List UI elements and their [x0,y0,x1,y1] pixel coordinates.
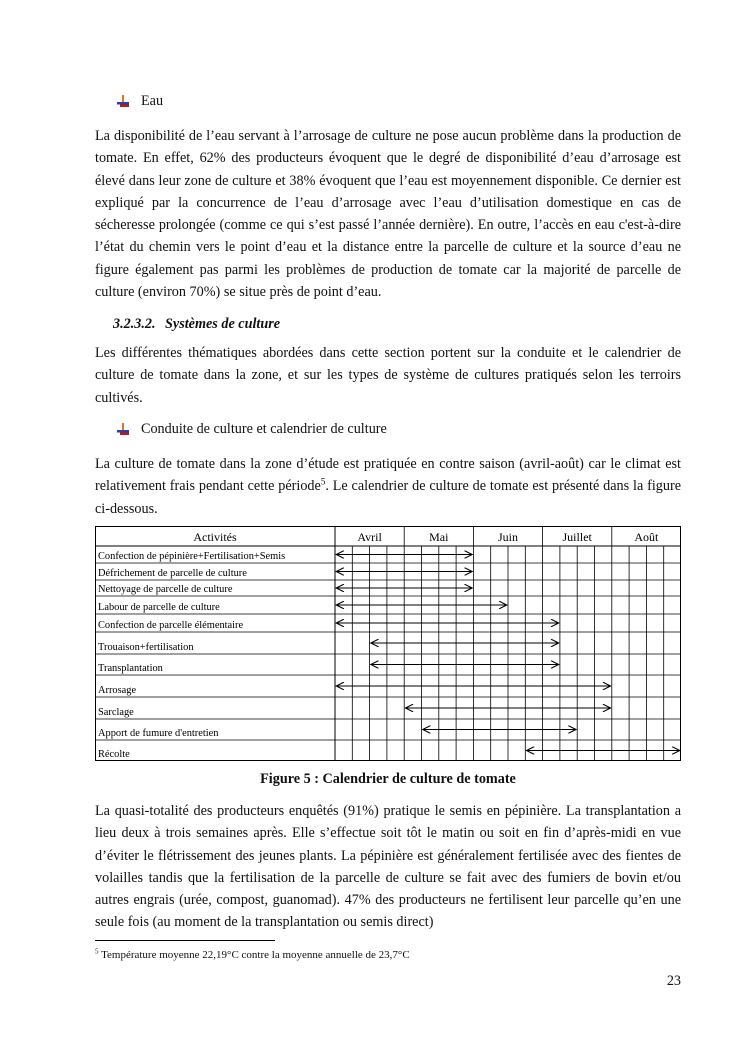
footnote-marker: 5 [95,947,99,956]
paragraph-eau: La disponibilité de l’eau servant à l’arrosage de culture ne pose aucun problème dans la production de tomate. En effet, 62% des producteurs évoquent que le degré de disponibilité d’eau d’arrosage est élevé dans leur zone de culture et 38% évoquent que l’eau est moyennement disponible. Ce dernier est expliqué par la concurrence de l’eau d’arrosage avec l’eau d’utilisation domestique en cas de sécheresse prolongée (comme ce qui s’est passé l’année dernière). En outre, l’accès en eau c'est-à-dire l’état du chemin vers le point d’eau et la distance entre la parcelle de culture et la source d’eau ne figure également pas parmi les problèmes de production de tomate car la majorité de parcelle de culture (environ 70%) se situe près de point d’eau. [95,128,681,301]
section-title: Systèmes de culture [165,316,281,332]
header-activites: Activités [193,530,237,544]
footnote-ref: 5 [320,476,326,487]
footnote-rule [95,940,275,941]
activity-label: Nettoyage de parcelle de culture [98,584,233,595]
paragraph-systemes: Les différentes thématiques abordées dans cette section portent sur la conduite et le calendrier de culture de tomate dans la zone, et sur les types de système de cultures pratiqués selon les terroirs cultivés. [95,345,681,406]
figure-caption: Figure 5 : Calendrier de culture de tomate [260,771,516,787]
header-month-5: Août [634,530,659,544]
bullet-conduite [141,419,387,439]
section-number: 3.2.3.2. [113,316,156,332]
crop-calendar-table [95,526,681,766]
activity-label: Sarclage [98,707,134,718]
header-month-3: Juin [497,530,519,544]
bullet-eau [141,91,163,111]
activity-label: Apport de fumure d'entretien [98,728,219,739]
page-number: 23 [666,973,681,989]
paragraph-pepiniere: La quasi-totalité des producteurs enquêtés (91%) pratique le semis en pépinière. La transplantation a lieu deux à trois semaines après. Elle s’effectue soit tôt le matin ou soit en fin d’après-midi en vue d’éviter le flétrissement des jeunes plants. La pépinière est généralement fertilisée avec des fientes de volailles tandis que la fertilisation de la parcelle de culture se fait avec des fumiers de bovin et/ou autres engrais (urée, compost, guanomad). 47% des producteurs ne fertilisent leur parcelle qu’en une seule fois (au moment de la transplantation ou semis direct) [95,803,681,931]
footnote [95,947,410,963]
paragraph-calendrier [95,453,681,520]
activity-label: Confection de parcelle élémentaire [98,620,244,631]
header-month-4: Juillet [562,530,592,544]
bullet-eau-text: Eau [141,93,164,109]
activity-label: Défrichement de parcelle de culture [98,568,247,579]
activity-label: Arrosage [98,685,137,696]
paragraph-calendrier-part2: . Le calendrier de culture de tomate est présenté dans la figure ci-dessous. [95,478,681,517]
footnote-text: Température moyenne 22,19°C contre la moyenne annuelle de 23,7°C [101,949,410,961]
activity-label: Transplantation [98,663,163,674]
bullet-arrow-icon [117,95,129,107]
header-month-2: Mai [429,530,449,544]
activity-label: Récolte [98,749,130,760]
activity-label: Labour de parcelle de culture [98,602,220,613]
activity-label: Trouaison+fertilisation [98,642,194,653]
bullet-arrow-icon [117,423,129,435]
paragraph-calendrier-part1: La culture de tomate dans la zone d’étude est pratiquée en contre saison (avril-août) car le climat est relativement frais pendant cette période [95,456,681,495]
section-heading [113,314,280,334]
header-month-1: Avril [357,530,382,544]
bullet-conduite-text: Conduite de culture et calendrier de culture [141,421,387,437]
activity-label: Confection de pépinière+Fertilisation+Semis [98,551,286,562]
